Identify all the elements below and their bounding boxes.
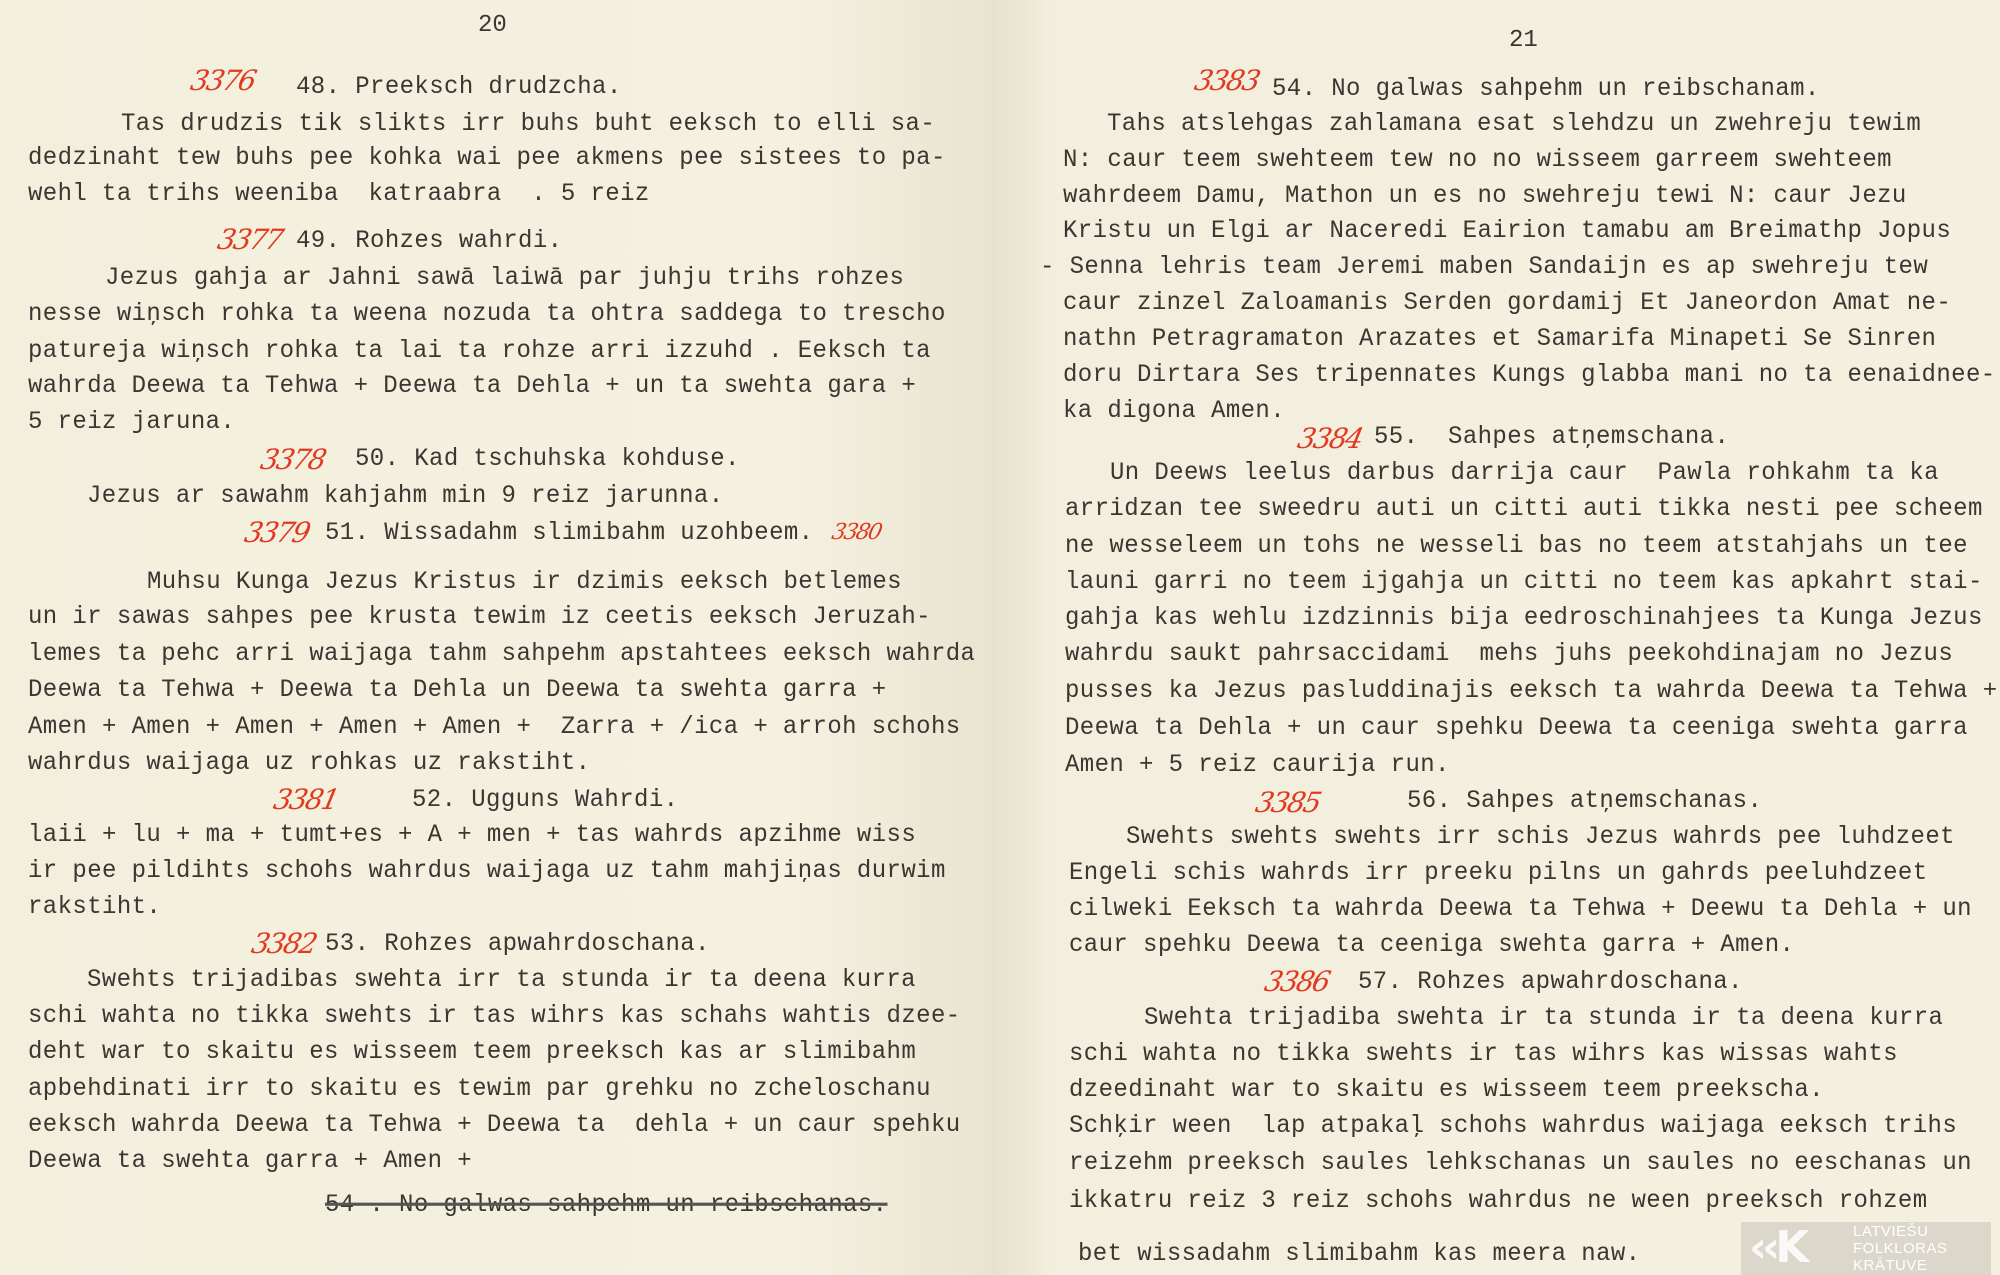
text-line: Engeli schis wahrds irr preeku pilns un gahrds peeluhdzeet	[1069, 859, 1928, 888]
text-line: Tahs atslehgas zahlamana esat slehdzu un zwehreju tewim	[1107, 110, 1922, 139]
text-line: wahrdus waijaga uz rohkas uz rakstiht.	[28, 749, 591, 778]
logo-mark-icon: ‹‹K	[1749, 1222, 1805, 1273]
text-line: Swehts swehts swehts irr schis Jezus wahrds pee luhdzeet	[1126, 823, 1955, 852]
text-line: un ir sawas sahpes pee krusta tewim iz ceetis eeksch Jeruzah-	[28, 603, 931, 632]
archive-number: 3378	[257, 443, 328, 476]
entry-heading: 49. Rohzes wahrdi.	[296, 227, 563, 256]
text-line: Un Deews leelus darbus darrija caur Pawla rohkahm ta ka	[1110, 459, 1939, 488]
text-line: schi wahta no tikka swehts ir tas wihrs kas schahs wahtis dzee-	[28, 1002, 961, 1031]
text-line: ne wesseleem un tohs ne wesseli bas no teem atstahjahs un tee	[1065, 532, 1968, 561]
text-line: pusses ka Jezus pasluddinajis eeksch ta wahrda Deewa ta Tehwa +	[1065, 677, 1998, 706]
text-line: arridzan tee sweedru auti un citti auti tikka nesti pee scheem	[1065, 495, 1983, 524]
entry-heading: 57. Rohzes apwahrdoschana.	[1358, 968, 1743, 997]
struck-heading: 54 . No galwas sahpehm un reibschanas.	[325, 1191, 888, 1220]
text-line: Deewa ta Tehwa + Deewa ta Dehla un Deewa ta swehta garra +	[28, 676, 887, 705]
text-line: Amen + 5 reiz caurija run.	[1065, 751, 1450, 780]
text-line: 5 reiz jaruna.	[28, 408, 236, 437]
text-line: doru Dirtara Ses tripennates Kungs glabba mani no ta eenaidnee-	[1063, 361, 1996, 390]
text-line: wehl ta trihs weeniba katraabra . 5 reiz	[28, 180, 650, 209]
archive-number: 3380	[829, 520, 883, 545]
text-line: lemes ta pehc arri waijaga tahm sahpehm apstahtees eeksch wahrda	[28, 640, 976, 669]
archive-number: 3381	[270, 783, 341, 816]
text-line: wahrda Deewa ta Tehwa + Deewa ta Dehla + un ta swehta gara +	[28, 372, 917, 401]
text-line: Jezus gahja ar Jahni sawā laiwā par juhju trihs rohzes	[105, 264, 905, 293]
text-line: wahrdu saukt pahrsaccidami mehs juhs peekohdinajam no Jezus	[1065, 640, 1954, 669]
text-line: Swehts trijadibas swehta irr ta stunda ir ta deena kurra	[87, 966, 916, 995]
text-line: Deewa ta Dehla + un caur spehku Deewa ta ceeniga swehta garra	[1065, 714, 1968, 743]
text-line: ir pee pildihts schohs wahrdus waijaga uz tahm mahjiņas durwim	[28, 857, 946, 886]
entry-heading: 56. Sahpes atņemschanas.	[1407, 787, 1763, 816]
text-line: ka digona Amen.	[1063, 397, 1286, 426]
text-line: apbehdinati irr to skaitu es tewim par grehku no zcheloschanu	[28, 1075, 931, 1104]
text-line: nathn Petragramaton Arazates et Samarifa Minapeti Se Sinren	[1063, 325, 1937, 354]
text-line: rakstiht.	[28, 893, 162, 922]
text-line: wahrdeem Damu, Mathon un es no swehreju tewi N: caur Jezu	[1063, 182, 1907, 211]
text-line: caur zinzel Zaloamanis Serden gordamij Et Janeordon Amat ne-	[1063, 289, 1952, 318]
text-line: patureja wiņsch rohka ta lai ta rohze arri izzuhd . Eeksch ta	[28, 337, 931, 366]
text-line: caur spehku Deewa ta ceeniga swehta garra + Amen.	[1069, 931, 1795, 960]
text-line: nesse wiņsch rohka ta weena nozuda ta ohtra saddega to trescho	[28, 300, 946, 329]
text-line: Jezus ar sawahm kahjahm min 9 reiz jarunna.	[87, 482, 724, 511]
page-number: 20	[478, 12, 507, 39]
text-line: launi garri no teem ijgahja un citti no teem kas apkahrt stai-	[1065, 568, 1983, 597]
text-line: Deewa ta swehta garra + Amen +	[28, 1147, 473, 1176]
archive-number: 3379	[241, 516, 312, 549]
left-page	[0, 0, 992, 1275]
entry-heading: 52. Ugguns Wahrdi.	[412, 786, 679, 815]
text-line: cilweki Eeksch ta wahrda Deewa ta Tehwa + Deewu ta Dehla + un	[1069, 895, 1972, 924]
logo-text: LATVIEŠU	[1853, 1223, 1929, 1240]
archive-number: 3386	[1261, 965, 1332, 998]
right-page	[992, 0, 2000, 1275]
entry-heading: 54. No galwas sahpehm un reibschanam.	[1272, 75, 1820, 104]
text-line: dzeedinaht war to skaitu es wisseem teem preekscha.	[1069, 1076, 1824, 1105]
archive-number: 3376	[187, 64, 258, 97]
text-line: dedzinaht tew buhs pee kohka wai pee akmens pee sistees to pa-	[28, 144, 946, 173]
archive-watermark-logo	[1741, 1222, 1991, 1275]
archive-number: 3377	[214, 223, 285, 256]
text-line: bet wissadahm slimibahm kas meera naw.	[1078, 1240, 1641, 1269]
text-line: Tas drudzis tik slikts irr buhs buht eeksch to elli sa-	[121, 110, 936, 139]
entry-heading: 50. Kad tschuhska kohduse.	[355, 445, 740, 474]
text-line: Muhsu Kunga Jezus Kristus ir dzimis eeksch betlemes	[147, 568, 902, 597]
text-line: N: caur teem swehteem tew no no wisseem garreem swehteem	[1063, 146, 1892, 175]
text-line: reizehm preeksch saules lehkschanas un saules no eeschanas un	[1069, 1149, 1972, 1178]
archive-number: 3383	[1191, 64, 1262, 97]
archive-number: 3385	[1252, 786, 1323, 819]
text-line: ikkatru reiz 3 reiz schohs wahrdus ne ween preeksch rohzem	[1069, 1187, 1928, 1216]
entry-heading: 55. Sahpes atņemschana.	[1374, 423, 1730, 452]
logo-text: FOLKLORAS	[1853, 1240, 1948, 1257]
text-line: eeksch wahrda Deewa ta Tehwa + Deewa ta dehla + un caur spehku	[28, 1111, 961, 1140]
text-line: Swehta trijadiba swehta ir ta stunda ir ta deena kurra	[1144, 1004, 1944, 1033]
text-line: deht war to skaitu es wisseem teem preeksch kas ar slimibahm	[28, 1038, 917, 1067]
text-line: Kristu un Elgi ar Naceredi Eairion tamabu am Breimathp Jopus	[1063, 217, 1952, 246]
text-line: Amen + Amen + Amen + Amen + Amen + Zarra + /ica + arroh schohs	[28, 713, 961, 742]
text-line: schi wahta no tikka swehts ir tas wihrs kas wissas wahts	[1069, 1040, 1898, 1069]
entry-heading: 48. Preeksch drudzcha.	[296, 73, 622, 102]
entry-heading: 53. Rohzes apwahrdoschana.	[325, 930, 710, 959]
text-line: Schķir ween lap atpakaļ schohs wahrdus waijaga eeksch trihs	[1069, 1112, 1958, 1141]
text-line: gahja kas wehlu izdzinnis bija eedroschinahjees ta Kunga Jezus	[1065, 604, 1983, 633]
archive-number: 3384	[1294, 422, 1365, 455]
archive-number: 3382	[248, 927, 319, 960]
text-line: - Senna lehris team Jeremi maben Sandaijn es ap swehreju tew	[1040, 253, 1929, 282]
logo-text: KRĀTUVE	[1853, 1257, 1928, 1274]
page-number: 21	[1509, 27, 1538, 54]
text-line: laii + lu + ma + tumt+es + A + men + tas wahrds apzihme wiss	[28, 821, 917, 850]
entry-heading: 51. Wissadahm slimibahm uzohbeem.	[325, 519, 814, 548]
